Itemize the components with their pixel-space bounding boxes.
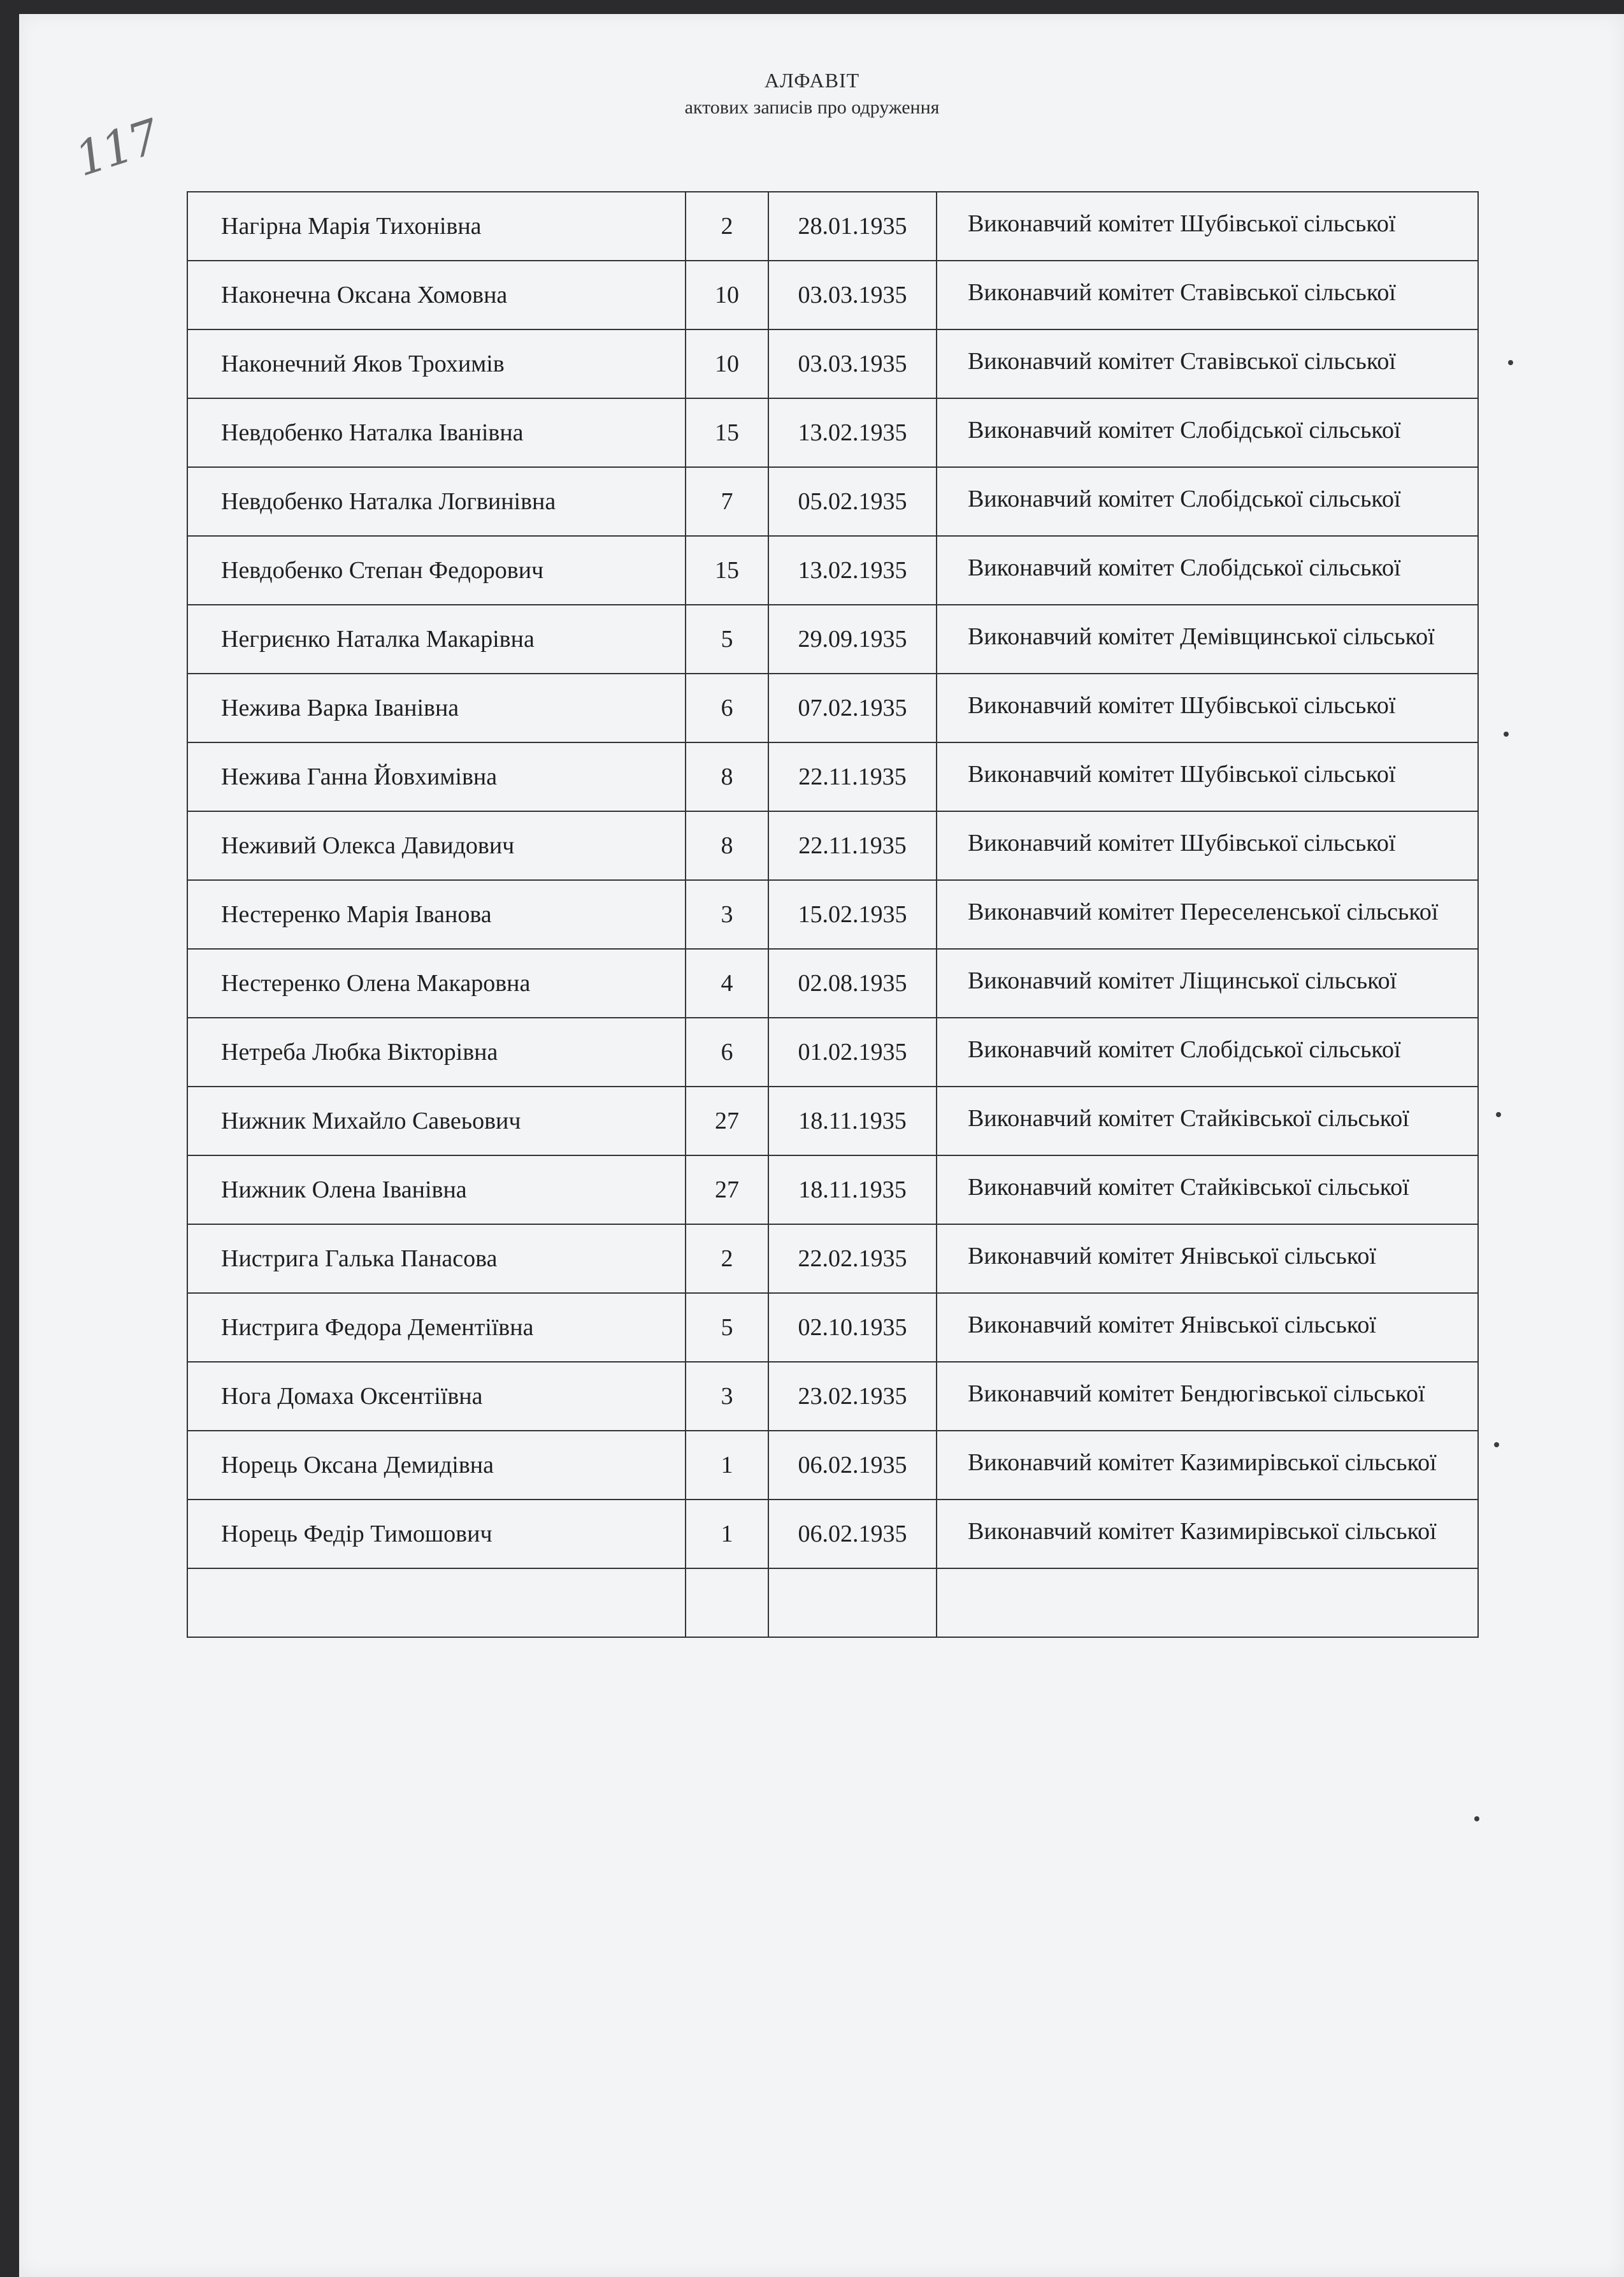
table-row (187, 1293, 1478, 1362)
record-name-text: Нижник Михайло Савеьович (221, 1108, 521, 1134)
paper-speck (1496, 1112, 1501, 1117)
record-number-cell (686, 261, 768, 329)
record-number-cell (686, 398, 768, 467)
record-name-cell (187, 467, 686, 536)
record-number-text: 27 (715, 1108, 739, 1134)
record-organization-text: Виконавчий комітет Казимирівської сільської (968, 1518, 1437, 1545)
record-number-text: 8 (721, 832, 733, 859)
record-name-cell (187, 880, 686, 949)
record-organization-text: Виконавчий комітет Шубівської сільської (968, 830, 1396, 857)
record-number-cell (686, 949, 768, 1018)
record-number-text: 3 (721, 901, 733, 928)
table-row (187, 467, 1478, 536)
record-date-cell (768, 1018, 937, 1087)
table-row (187, 261, 1478, 329)
paper-speck (1494, 1442, 1499, 1447)
record-name-text: Невдобенко Степан Федорович (221, 557, 544, 584)
record-name-cell (187, 1431, 686, 1500)
record-organization-cell (937, 1500, 1478, 1568)
record-date-text: 18.11.1935 (798, 1108, 907, 1134)
record-organization-cell (937, 1155, 1478, 1224)
record-organization-cell (937, 1431, 1478, 1500)
record-organization-text: Виконавчий комітет Демівщинської сільської (968, 623, 1435, 650)
record-name-cell (187, 192, 686, 261)
record-organization-text: Виконавчий комітет Ставівської сільської (968, 348, 1396, 375)
table-row (187, 398, 1478, 467)
record-name-text: Наконечна Оксана Хомовна (221, 282, 508, 308)
record-name-text: Нога Домаха Оксентіївна (221, 1383, 483, 1410)
paper-speck (1474, 1816, 1479, 1821)
record-organization-text: Виконавчий комітет Янівської сільської (968, 1312, 1376, 1338)
marriage-records-body (187, 192, 1478, 1637)
record-date-cell (768, 1293, 937, 1362)
record-number-cell (686, 742, 768, 811)
record-organization-text: Виконавчий комітет Слобідської сільської (968, 1036, 1401, 1063)
record-date-cell (768, 811, 937, 880)
record-date-text: 03.03.1935 (798, 282, 907, 308)
record-organization-text: Виконавчий комітет Бендюгівської сільської (968, 1380, 1425, 1407)
table-row (187, 1431, 1478, 1500)
record-date-text: 03.03.1935 (798, 351, 907, 377)
table-row (187, 1155, 1478, 1224)
record-number-cell (686, 329, 768, 398)
record-date-text: 18.11.1935 (798, 1176, 907, 1203)
record-name-cell (187, 1293, 686, 1362)
record-number-text: 2 (721, 1245, 733, 1272)
table-row (187, 329, 1478, 398)
record-number-cell (686, 1500, 768, 1568)
record-date-cell (768, 398, 937, 467)
record-date-text: 02.08.1935 (798, 970, 907, 997)
record-name-cell (187, 536, 686, 605)
record-organization-text: Виконавчий комітет Шубівської сільської (968, 210, 1396, 237)
record-organization-cell (937, 192, 1478, 261)
record-organization-cell (937, 1224, 1478, 1293)
record-number-text: 1 (721, 1452, 733, 1478)
record-date-cell (768, 674, 937, 742)
record-name-cell (187, 1362, 686, 1431)
record-organization-cell (937, 1293, 1478, 1362)
record-organization-text: Виконавчий комітет Стайківської сільської (968, 1105, 1409, 1132)
record-organization-text: Виконавчий комітет Переселенської сільської (968, 899, 1439, 925)
record-date-text: 07.02.1935 (798, 695, 907, 721)
record-name-cell (187, 1224, 686, 1293)
record-organization-cell (937, 1568, 1478, 1637)
record-organization-cell (937, 398, 1478, 467)
record-date-text: 23.02.1935 (798, 1383, 907, 1410)
record-date-cell (768, 536, 937, 605)
record-number-text: 8 (721, 763, 733, 790)
record-number-cell (686, 1431, 768, 1500)
record-name-cell (187, 1087, 686, 1155)
table-row (187, 1568, 1478, 1637)
record-date-text: 05.02.1935 (798, 488, 907, 515)
record-date-cell (768, 467, 937, 536)
record-date-cell (768, 742, 937, 811)
table-row (187, 1362, 1478, 1431)
record-name-text: Невдобенко Наталка Іванівна (221, 419, 524, 446)
record-organization-text: Виконавчий комітет Казимирівської сільської (968, 1449, 1437, 1476)
record-number-cell (686, 1568, 768, 1637)
archive-page-number: 117 (68, 110, 164, 187)
record-number-text: 6 (721, 1039, 733, 1066)
record-number-text: 10 (715, 351, 739, 377)
record-name-cell (187, 949, 686, 1018)
record-name-cell (187, 398, 686, 467)
record-name-cell (187, 1018, 686, 1087)
record-date-text: 29.09.1935 (798, 626, 907, 653)
record-organization-text: Виконавчий комітет Шубівської сільської (968, 692, 1396, 719)
record-date-cell (768, 1155, 937, 1224)
record-organization-cell (937, 811, 1478, 880)
record-number-text: 3 (721, 1383, 733, 1410)
record-date-cell (768, 1224, 937, 1293)
record-number-cell (686, 536, 768, 605)
record-organization-cell (937, 880, 1478, 949)
record-date-text: 22.02.1935 (798, 1245, 907, 1272)
record-name-cell (187, 329, 686, 398)
record-number-text: 10 (715, 282, 739, 308)
record-number-text: 15 (715, 557, 739, 584)
record-name-cell (187, 261, 686, 329)
record-number-cell (686, 192, 768, 261)
record-date-text: 28.01.1935 (798, 213, 907, 240)
record-date-cell (768, 880, 937, 949)
record-number-cell (686, 880, 768, 949)
record-organization-cell (937, 674, 1478, 742)
table-row (187, 674, 1478, 742)
table-row (187, 880, 1478, 949)
record-name-cell (187, 811, 686, 880)
record-date-text: 13.02.1935 (798, 557, 907, 584)
record-number-cell (686, 1018, 768, 1087)
record-date-text: 02.10.1935 (798, 1314, 907, 1341)
record-number-text: 27 (715, 1176, 739, 1203)
table-row (187, 1224, 1478, 1293)
record-name-cell (187, 674, 686, 742)
record-date-cell (768, 1362, 937, 1431)
record-organization-cell (937, 1087, 1478, 1155)
record-number-cell (686, 605, 768, 674)
record-organization-cell (937, 605, 1478, 674)
record-organization-cell (937, 536, 1478, 605)
record-date-cell (768, 261, 937, 329)
record-name-cell (187, 1568, 686, 1637)
document-title: АЛФАВІТ (764, 69, 860, 92)
record-name-cell (187, 605, 686, 674)
record-organization-text: Виконавчий комітет Ставівської сільської (968, 279, 1396, 306)
table-row (187, 536, 1478, 605)
record-organization-text: Виконавчий комітет Шубівської сільської (968, 761, 1396, 788)
record-organization-cell (937, 261, 1478, 329)
record-number-cell (686, 1087, 768, 1155)
record-organization-cell (937, 1362, 1478, 1431)
record-organization-text: Виконавчий комітет Ліщинської сільської (968, 967, 1397, 994)
document-subtitle: актових записів про одруження (684, 97, 940, 118)
record-name-text: Нежива Варка Іванівна (221, 695, 459, 721)
record-organization-cell (937, 949, 1478, 1018)
record-name-cell (187, 1155, 686, 1224)
record-date-cell (768, 1568, 937, 1637)
record-date-text: 22.11.1935 (798, 763, 907, 790)
record-number-text: 2 (721, 213, 733, 240)
record-organization-text: Виконавчий комітет Слобідської сільської (968, 486, 1401, 512)
table-row (187, 1018, 1478, 1087)
record-number-text: 15 (715, 419, 739, 446)
record-number-cell (686, 1155, 768, 1224)
record-name-cell (187, 1500, 686, 1568)
record-name-text: Норець Оксана Демидівна (221, 1452, 494, 1478)
record-date-text: 22.11.1935 (798, 832, 907, 859)
table-row (187, 1087, 1478, 1155)
paper-speck (1504, 732, 1509, 737)
record-date-text: 01.02.1935 (798, 1039, 907, 1066)
record-number-text: 4 (721, 970, 733, 997)
record-name-text: Наконечний Яков Трохимів (221, 351, 505, 377)
record-date-cell (768, 605, 937, 674)
record-name-text: Нетреба Любка Вікторівна (221, 1039, 498, 1066)
record-date-text: 13.02.1935 (798, 419, 907, 446)
record-organization-text: Виконавчий комітет Слобідської сільської (968, 554, 1401, 581)
marriage-records-table (187, 191, 1479, 1638)
record-date-text: 06.02.1935 (798, 1521, 907, 1547)
table-row (187, 949, 1478, 1018)
table-row (187, 192, 1478, 261)
record-number-cell (686, 1362, 768, 1431)
record-number-cell (686, 674, 768, 742)
record-name-text: Нестеренко Марія Іванова (221, 901, 492, 928)
record-date-cell (768, 1500, 937, 1568)
table-row (187, 1500, 1478, 1568)
record-date-cell (768, 329, 937, 398)
record-date-cell (768, 192, 937, 261)
record-number-text: 5 (721, 1314, 733, 1341)
record-organization-cell (937, 742, 1478, 811)
record-organization-cell (937, 467, 1478, 536)
record-date-text: 15.02.1935 (798, 901, 907, 928)
record-organization-text: Виконавчий комітет Слобідської сільської (968, 417, 1401, 444)
record-organization-text: Виконавчий комітет Янівської сільської (968, 1243, 1376, 1269)
record-organization-text: Виконавчий комітет Стайківської сільської (968, 1174, 1409, 1201)
record-name-text: Невдобенко Наталка Логвинівна (221, 488, 556, 515)
record-name-text: Неживий Олекса Давидович (221, 832, 515, 859)
record-date-cell (768, 1431, 937, 1500)
record-name-cell (187, 742, 686, 811)
record-number-cell (686, 467, 768, 536)
table-row (187, 605, 1478, 674)
record-number-text: 5 (721, 626, 733, 653)
record-number-text: 6 (721, 695, 733, 721)
record-number-cell (686, 811, 768, 880)
record-name-text: Нагірна Марія Тихонівна (221, 213, 482, 240)
record-name-text: Нистрига Галька Панасова (221, 1245, 498, 1272)
record-date-cell (768, 949, 937, 1018)
record-number-text: 1 (721, 1521, 733, 1547)
record-name-text: Нистрига Федора Дементіївна (221, 1314, 534, 1341)
table-row (187, 811, 1478, 880)
record-name-text: Нестеренко Олена Макаровна (221, 970, 531, 997)
record-name-text: Негриєнко Наталка Макарівна (221, 626, 535, 653)
record-name-text: Норець Федір Тимошович (221, 1521, 492, 1547)
table-row (187, 742, 1478, 811)
paper-speck (1508, 360, 1513, 365)
record-number-cell (686, 1224, 768, 1293)
record-date-text: 06.02.1935 (798, 1452, 907, 1478)
record-organization-cell (937, 1018, 1478, 1087)
record-name-text: Нежива Ганна Йовхимівна (221, 763, 498, 790)
record-date-cell (768, 1087, 937, 1155)
record-number-cell (686, 1293, 768, 1362)
record-organization-cell (937, 329, 1478, 398)
record-number-text: 7 (721, 488, 733, 515)
record-name-text: Нижник Олена Іванівна (221, 1176, 467, 1203)
